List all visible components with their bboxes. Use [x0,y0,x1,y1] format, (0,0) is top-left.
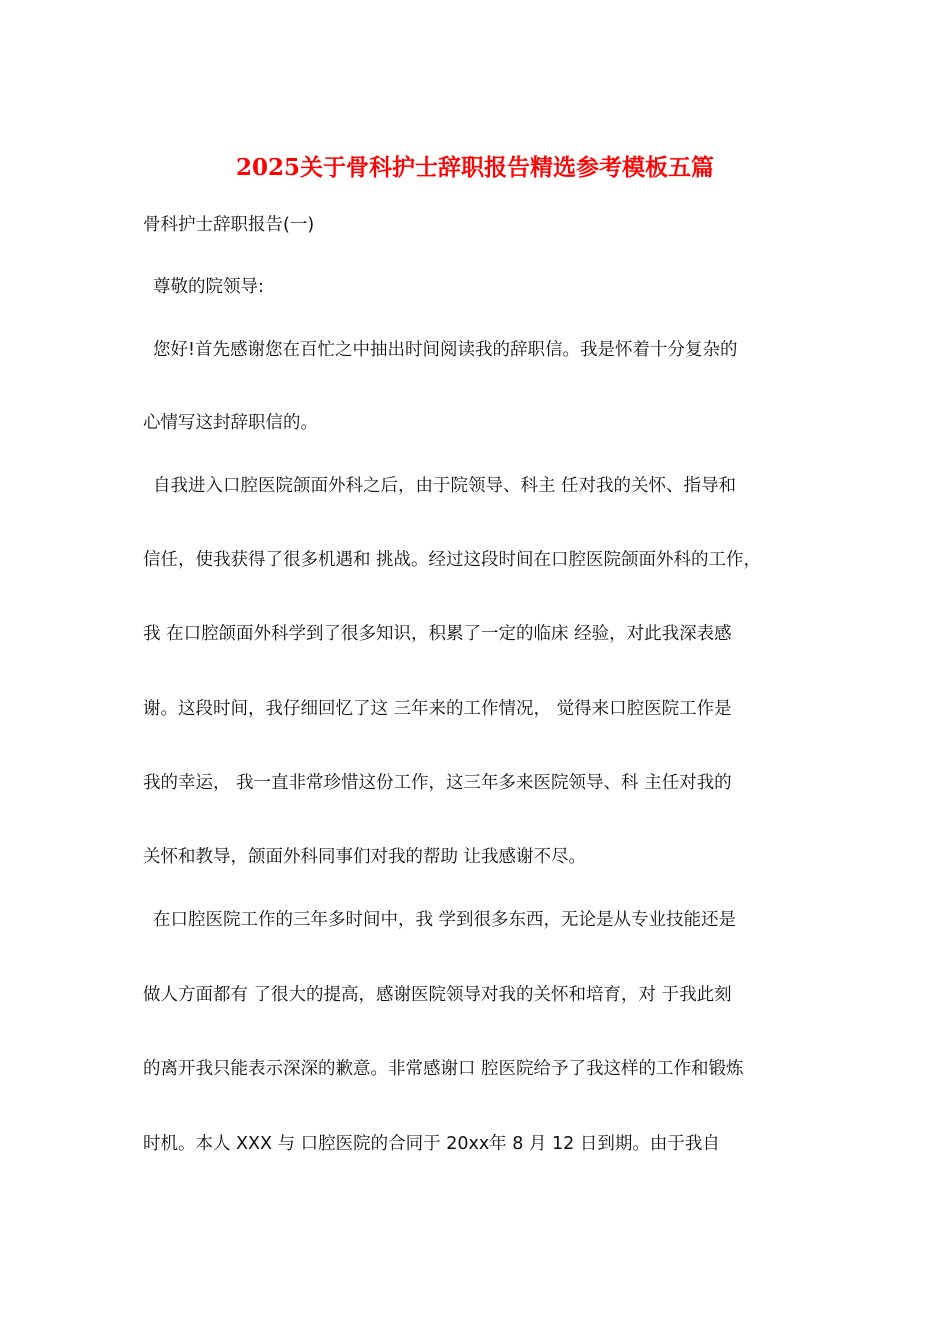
paragraph-line: 做人方面都有 了很大的提高，感谢医院领导对我的关怀和培育，对 于我此刻 [143,985,732,1005]
document-title: 2025关于骨科护士辞职报告精选参考模板五篇 [235,154,714,181]
paragraph-line: 关怀和教导，颌面外科同事们对我的帮助 让我感谢不尽。 [143,847,587,867]
paragraph-line: 自我进入口腔医院颌面外科之后，由于院领导、科主 任对我的关怀、指导和 [153,476,737,496]
paragraph-line: 信任，使我获得了很多机遇和 挑战。经过这段时间在口腔医院颌面外科的工作， [143,550,762,570]
paragraph-line: 您好!首先感谢您在百忙之中抽出时间阅读我的辞职信。我是怀着十分复杂的 [153,340,738,360]
salutation: 尊敬的院领导: [153,277,264,297]
paragraph-line: 心情写这封辞职信的。 [143,413,318,433]
paragraph-line: 谢。这段时间，我仔细回忆了这 三年来的工作情况， 觉得来口腔医院工作是 [143,699,732,719]
paragraph-line: 的离开我只能表示深深的歉意。非常感谢口 腔医院给予了我这样的工作和锻炼 [143,1059,744,1079]
section-heading: 骨科护士辞职报告(一) [143,215,315,235]
paragraph-line: 我的幸运， 我一直非常珍惜这份工作，这三年多来医院领导、科 主任对我的 [143,773,732,793]
paragraph-line: 时机。本人 XXX 与 口腔医院的合同于 20xx年 8 月 12 日到期。由于我自 [143,1134,720,1154]
paragraph-line: 在口腔医院工作的三年多时间中，我 学到很多东西，无论是从专业技能还是 [153,910,737,930]
paragraph-line: 我 在口腔颌面外科学到了很多知识，积累了一定的临床 经验，对此我深表感 [143,624,732,644]
